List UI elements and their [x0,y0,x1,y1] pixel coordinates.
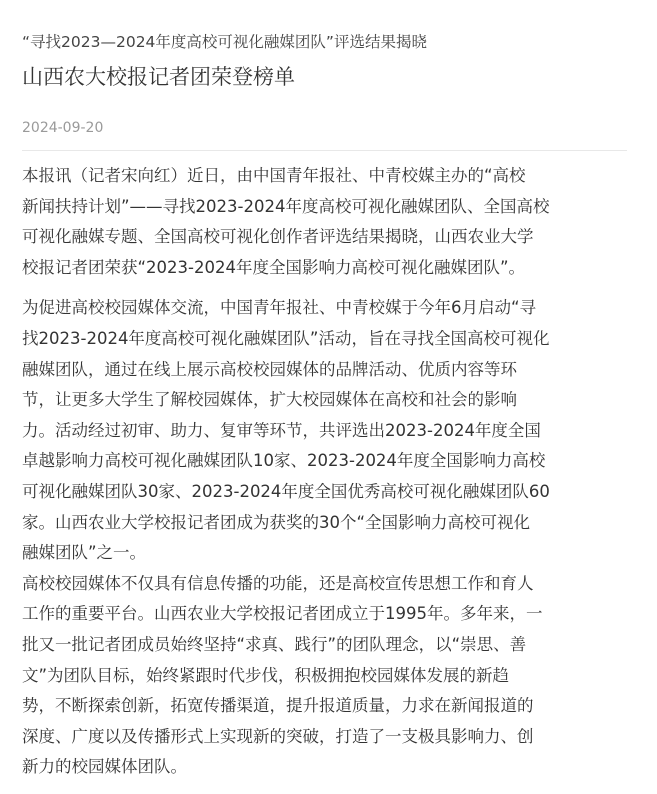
paragraph-line: 深度、广度以及传播形式上实现新的突破，打造了一支极具影响力、创 [22,726,534,746]
publish-date: 2024-09-20 [22,120,104,136]
paragraph-line: 节，让更多大学生了解校园媒体，扩大校园媒体在高校和社会的影响 [22,390,517,410]
article-body [22,161,627,783]
paragraph-line: 新力的校园媒体团队。 [22,757,187,777]
paragraph-line: 可视化融媒团队30家、2023-2024年度全国优秀高校可视化融媒团队60 [22,481,550,501]
paragraph-line: 家。山西农业大学校报记者团成为获奖的30个“全国影响力高校可视化 [22,512,531,532]
paragraph-line: 可视化融媒专题、全国高校可视化创作者评选结果揭晓，山西农业大学 [22,227,534,247]
paragraph-line: 批又一批记者团成员始终坚持“求真、践行”的团队理念，以“崇思、善 [22,634,527,654]
paragraph-line: 新闻扶持计划”——寻找2023-2024年度高校可视化融媒团队、全国高校 [22,196,550,216]
header-divider [22,150,627,151]
paragraph-line: 融媒团队”之一。 [22,543,147,563]
paragraph-1 [22,161,627,283]
paragraph-line: 工作的重要平台。山西农业大学校报记者团成立于1995年。多年来，一 [22,604,543,624]
paragraph-3 [22,569,627,783]
paragraph-line: 文”为团队目标，始终紧跟时代步伐，积极拥抱校园媒体发展的新趋 [22,665,510,685]
paragraph-line: 校报记者团荣获“2023-2024年度全国影响力高校可视化融媒团队”。 [22,257,526,277]
paragraph-line: 融媒团队，通过在线上展示高校校园媒体的品牌活动、优质内容等环 [22,359,517,379]
paragraph-line: 卓越影响力高校可视化融媒团队10家、2023-2024年度全国影响力高校 [22,451,546,471]
paragraph-line: 本报讯（记者宋向红）近日，由中国青年报社、中青校媒主办的“高校 [22,166,526,185]
article-subtitle: “寻找2023—2024年度高校可视化融媒团队”评选结果揭晓 [22,33,427,51]
paragraph-line: 高校校园媒体不仅具有信息传播的功能，还是高校宣传思想工作和育人 [22,573,534,593]
article-title: 山西农大校报记者团荣登榜单 [22,65,295,89]
paragraph-line: 力。活动经过初审、助力、复审等环节，共评选出2023-2024年度全国 [22,420,541,440]
paragraph-2 [22,293,627,568]
paragraph-line: 找2023-2024年度高校可视化融媒团队”活动，旨在寻找全国高校可视化 [22,328,550,348]
paragraph-line: 势，不断探索创新，拓宽传播渠道，提升报道质量，力求在新闻报道的 [22,696,534,716]
paragraph-line: 为促进高校校园媒体交流，中国青年报社、中青校媒于今年6月启动“寻 [22,298,537,318]
